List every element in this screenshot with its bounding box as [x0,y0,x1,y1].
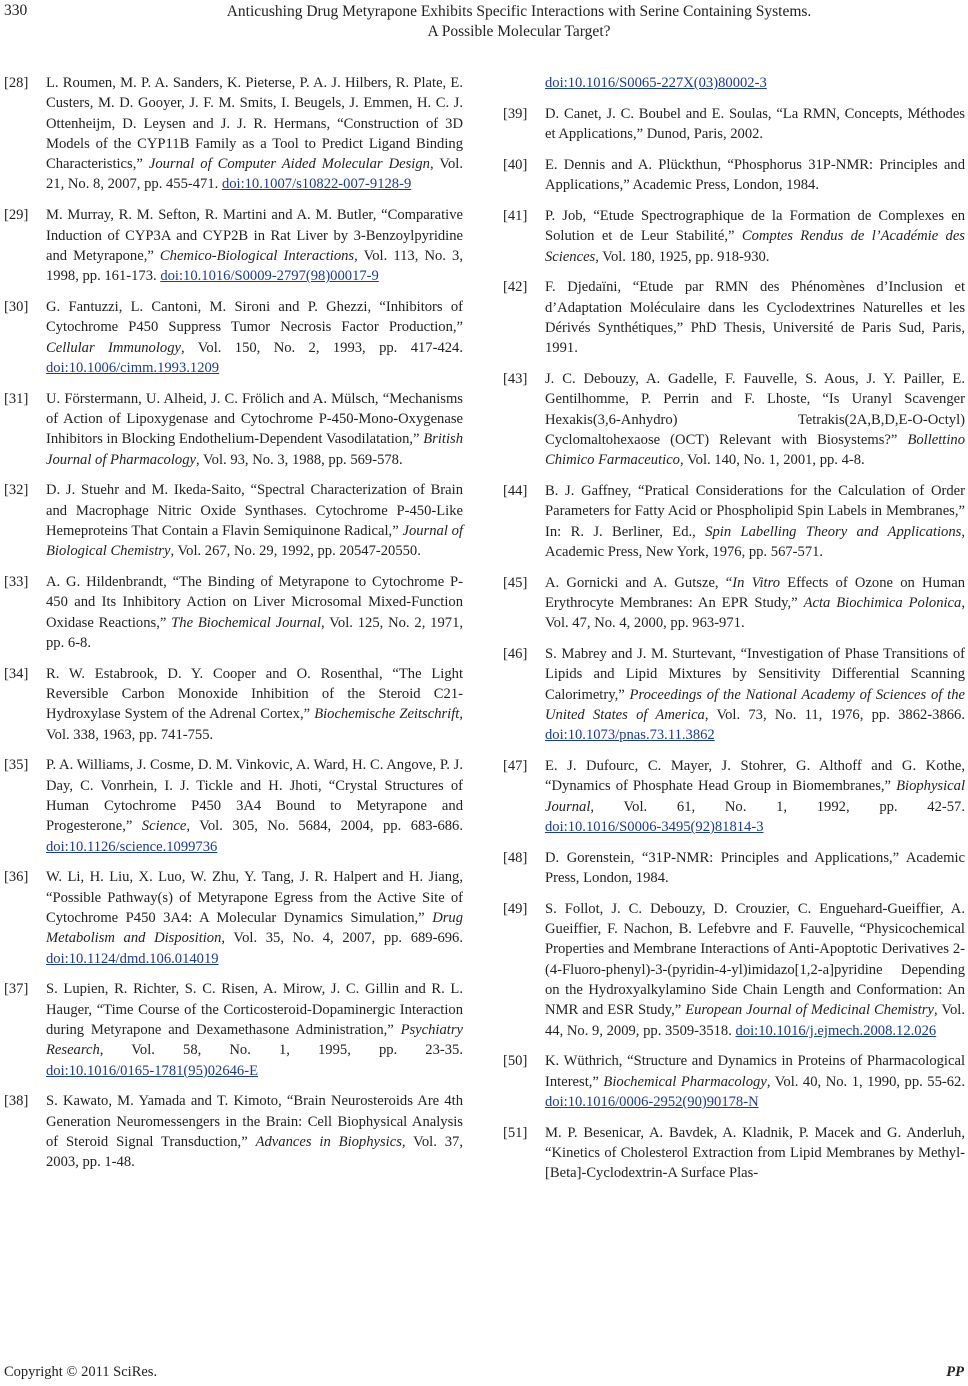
reference-number: [29] [4,207,29,224]
reference-column-right [503,73,965,1194]
reference-number: [51] [503,1124,528,1141]
reference-text [545,1051,965,1112]
reference-text-run: , Vol. 35, No. 4, 2007, pp. 689-696. [221,930,464,947]
reference-text-run: , Vol. 267, No. 29, 1992, pp. 20547-20550. [170,543,421,560]
doi-link[interactable]: doi:10.1124/dmd.106.014019 [46,950,219,967]
reference-entry [503,756,965,837]
reference-text-run: , Vol. 47, No. 4, 2000, pp. 963-971. [545,595,965,632]
reference-number: [30] [4,298,29,315]
reference-text [545,573,965,634]
reference-text-run: E. Dennis and A. Plückthun, “Phosphorus 31P-NMR: Principles and Applications,” Academic Press, London, 1984. [545,156,965,194]
reference-text [46,297,463,378]
reference-entry [503,899,965,1041]
reference-entry [4,297,463,378]
reference-source-title: Advances in Biophysics [255,1133,402,1150]
reference-text-run: M. P. Besenicar, A. Bavdek, A. Kladnik, P. Macek and G. Anderluh, “Kinetics of Cholesterol Extraction from Lipid Membranes by Methyl-[Beta]-Cyclodextrin-A Surface Plas- [545,1124,965,1182]
reference-text-run: G. Fantuzzi, L. Cantoni, M. Sironi and P. Ghezzi, “Inhibitors of Cytochrome P450 Suppress Tumor Necrosis Factor Production,” [46,298,463,336]
reference-number: [33] [4,574,29,591]
reference-text-run: A. Gornicki and A. Gutsze, “ [545,574,733,591]
reference-entry [4,572,463,653]
doi-link[interactable]: doi:10.1016/S0006-3495(92)81814-3 [545,819,764,835]
reference-number: [50] [503,1053,528,1070]
copyright-notice: Copyright © 2011 SciRes. [4,1364,158,1380]
doi-link[interactable]: doi:10.1016/0165-1781(95)02646-E [46,1062,258,1079]
reference-text [545,369,965,470]
reference-text-run: , Vol. 58, No. 1, 1995, pp. 23-35. [99,1042,463,1059]
reference-entry [503,277,965,358]
reference-entry [4,73,463,195]
reference-number: [47] [503,758,528,775]
reference-text-run: , Vol. 37, 2003, pp. 1-48. [46,1133,463,1171]
doi-link[interactable]: doi:10.1016/S0009-2797(98)00017-9 [160,268,379,285]
reference-source-title: Comptes Rendus de l’Académie des Sciences [545,228,965,265]
reference-entry [503,573,965,634]
reference-source-title: Psychiatry Research [46,1021,463,1059]
reference-source-title: Chemico-Biological Interactions [159,247,355,264]
reference-text [545,899,965,1041]
reference-text [46,73,463,195]
doi-link[interactable]: doi:10.1016/0006-2952(90)90178-N [545,1094,759,1111]
reference-entry [503,481,965,562]
reference-text [545,206,965,267]
reference-entry [4,480,463,561]
reference-entry [503,369,965,470]
reference-entry [4,1091,463,1172]
reference-number: [40] [503,156,528,173]
reference-source-title: British Journal of Pharmacology [46,431,463,468]
reference-text-run: B. J. Gaffney, “Pratical Considerations for the Calculation of Order Parameters for Fatty Acid or Phospholipid Spin Labels in Membranes,” In: R. J. Berliner, Ed., [545,483,965,540]
reference-number: [41] [503,207,528,224]
reference-source-title: Cellular Immunology [46,339,181,356]
reference-text-run: , Vol. 40, No. 1, 1990, pp. 55-62. [766,1073,966,1090]
reference-text-run: L. Roumen, M. P. A. Sanders, K. Pieterse, P. A. J. Hilbers, R. Plate, E. Custers, M. D. Gooyer, J. F. M. Smits, I. Beugels, J. Emmen, H. C. J. Ottenheijm, D. Leysen and J. J. R. Hermans, “Construction of 3D Models of the CYP11B Family as a Tool to Predict Ligand Binding Characteristics,” [46,75,463,173]
reference-number: [32] [4,482,29,499]
reference-entry [4,755,463,856]
reference-number: [46] [503,646,528,663]
reference-entry [4,664,463,745]
reference-text-run: J. C. Debouzy, A. Gadelle, F. Fauvelle, S. Aous, J. Y. Pailler, E. Gentilhomme, P. Perrin and F. Lhoste, “Is Uranyl Scavenger Hexakis(3,6-Anhydro) Tetrakis(2A,B,D,E-O-Octyl) Cyclomaltohexaose (OCT) Relevant with Biosystems?” [545,371,965,448]
reference-text [46,979,463,1080]
reference-source-title: In Vitro [732,574,781,591]
reference-source-title: Proceedings of the National Academy of Sciences of the United States of America [545,686,966,724]
reference-number: [43] [503,371,528,388]
reference-number: [45] [503,574,528,591]
reference-source-title: Biophysical Journal [545,778,965,815]
reference-text [46,205,463,286]
reference-text-run: E. J. Dufourc, C. Mayer, J. Stohrer, G. Althoff and G. Kothe, “Dynamics of Phosphate Head Group in Biomembranes,” [545,758,965,795]
reference-text-run: , Vol. 113, No. 3, 1998, pp. 161-173. [46,247,463,285]
reference-entry [503,1051,965,1112]
reference-text-run: , Vol. 180, 1925, pp. 918-930. [595,248,770,265]
reference-source-title: Drug Metabolism and Disposition [46,909,463,947]
reference-entry [503,206,965,267]
reference-number: [28] [4,75,29,91]
page-number: 330 [4,2,28,19]
reference-entry [503,155,965,196]
reference-number: [34] [4,665,29,682]
reference-text [46,1091,463,1172]
reference-text [46,480,463,561]
reference-number: [35] [4,757,29,774]
reference-source-title: Biochemische Zeitschrift [314,706,460,723]
reference-text-run: F. Djedaïni, “Etude par RMN des Phénomènes d’Inclusion et d’Adaptation Moléculaire dans les Cyclodextrines Naturelles et les Dérivés Synthétiques,” PhD Thesis, Université de Paris Sud, Paris, 1991. [545,279,965,357]
reference-number: [37] [4,981,29,998]
reference-entry [503,848,965,889]
reference-text [545,848,965,889]
reference-text [46,572,463,653]
running-title-line-1: Anticushing Drug Metyrapone Exhibits Specific Interactions with Serine Containing Systems. [226,3,812,20]
reference-text-run: S. Follot, J. C. Debouzy, D. Crouzier, C. Enguehard-Gueiffier, A. Gueiffier, F. Nachon, B. Lefebvre and F. Fauvelle, “Physicochemical Properties and Membrane Interactions of Anti-Apoptotic Derivatives 2-(4-Fluoro-phenyl)-3-(pyridin-4-yl)imidazo[1,2-a]pyridine Depending on the Hydroxyalkylamino Side Chain Length and Conformation: An NMR and ESR Study,” [545,900,965,1019]
reference-number: [39] [503,105,528,122]
reference-number: [38] [4,1093,29,1110]
reference-text [545,481,965,562]
reference-text-run: M. Murray, R. M. Sefton, R. Martini and A. M. Butler, “Comparative Induction of CYP3A and CYP2B in Rat Liver by 3-Benzoylpyridine and Metyrapone,” [46,207,463,264]
reference-text-run: R. W. Estabrook, D. Y. Cooper and O. Rosenthal, “The Light Reversible Carbon Monoxide Inhibition of the Steroid C21-Hydroxylase System of the Adrenal Cortex,” [46,665,463,723]
reference-text-run: W. Li, H. Liu, X. Luo, W. Zhu, Y. Tang, J. R. Halpert and H. Jiang, “Possible Pathway(s) of Metyrapone Egress from the Active Site of Cytochrome P450 3A4: A Molecular Dynamics Simulation,” [46,869,463,926]
reference-text-run: S. Lupien, R. Richter, S. C. Risen, A. Mirow, J. C. Gillin and R. L. Hauger, “Time Course of the Corticosteroid-Dopaminergic Interaction during Metyrapone and Dexamethasone Administration,” [46,981,463,1038]
reference-text-run: D. J. Stuehr and M. Ikeda-Saito, “Spectral Characterization of Brain and Macrophage Nitric Oxide Synthases. Cytochrome P-450-Like Hemeproteins That Contain a Flavin Semiquinone Radical,” [46,482,463,539]
reference-text [545,644,965,745]
reference-text [545,756,965,837]
reference-text [545,104,965,145]
reference-entry [4,389,463,470]
reference-text [46,389,463,470]
reference-source-title: The Biochemical Journal [171,614,322,631]
doi-link[interactable]: doi:10.1073/pnas.73.11.3862 [545,727,715,744]
running-title [70,2,968,42]
reference-text-run: , Academic Press, New York, 1976, pp. 567-571. [545,523,965,560]
reference-text-run: D. Canet, J. C. Boubel and E. Soulas, “La RMN, Concepts, Méthodes et Applications,” Dunod, Paris, 2002. [545,105,965,143]
reference-text [46,755,463,856]
reference-source-title: European Journal of Medicinal Chemistry [685,1002,934,1019]
reference-text-run: P. Job, “Etude Spectrographique de la Formation de Complexes en Solution et de Leur Stabilité,” [545,207,965,245]
reference-text [545,155,965,196]
reference-text-run: , Vol. 73, No. 11, 1976, pp. 3862-3866. [704,707,965,724]
reference-text-run: S. Kawato, M. Yamada and T. Kimoto, “Brain Neurosteroids Are 4th Generation Neuromessengers in the Brain: Cell Biophysical Analysis of Steroid Signal Transduction,” [46,1093,463,1150]
reference-text-run: S. Mabrey and J. M. Sturtevant, “Investigation of Phase Transitions of Lipids and Lipid Mixtures by Sensitivity Differential Scanning Calorimetry,” [545,646,965,703]
reference-number: [44] [503,483,528,500]
reference-source-title: Spin Labelling Theory and Applications [705,523,962,540]
reference-source-title: Science [141,818,187,835]
reference-text-run: U. Förstermann, U. Alheid, J. C. Frölich and A. Mülsch, “Mechanisms of Action of Lipoxygenase and Cytochrome P-450-Mono-Oxygenase Inhibitors in Blocking Endothelium-Dependent Vasodilatation,” [46,390,463,448]
reference-number: [31] [4,390,29,407]
reference-number: [42] [503,279,528,296]
reference-text-run: , Vol. 44, No. 9, 2009, pp. 3509-3518. [545,1002,965,1039]
reference-entry [503,1123,965,1184]
reference-text-run: , Vol. 140, No. 1, 2001, pp. 4-8. [679,452,865,469]
reference-text-run: P. A. Williams, J. Cosme, D. M. Vinkovic, A. Ward, H. C. Angove, P. J. Day, C. Vonrhein, I. J. Tickle and H. Jhoti, “Crystal Structures of Human Cytochrome P450 3A4 Bound to Metyrapone and Progesterone,” [46,757,463,835]
reference-text-run: , Vol. 305, No. 5684, 2004, pp. 683-686. [186,818,463,835]
doi-link[interactable]: doi:10.1007/s10822-007-9128-9 [221,176,412,193]
reference-text-run: , Vol. 338, 1963, pp. 741-755. [46,706,463,743]
doi-link[interactable]: doi:10.1006/cimm.1993.1209 [46,359,220,376]
reference-text [46,664,463,745]
reference-text [545,1123,965,1184]
running-title-line-2: A Possible Molecular Target? [427,23,611,40]
reference-entry [503,644,965,745]
reference-text-run: , Vol. 21, No. 8, 2007, pp. 455-471. [46,156,463,193]
reference-text-run: , Vol. 93, No. 3, 1988, pp. 569-578. [195,451,403,468]
doi-link[interactable]: doi:10.1016/j.ejmech.2008.12.026 [735,1022,937,1039]
reference-text-run: K. Wüthrich, “Structure and Dynamics in Proteins of Pharmacological Interest,” [545,1053,965,1090]
reference-entry [4,205,463,286]
reference-text-run: , Vol. 125, No. 2, 1971, pp. 6-8. [46,614,464,651]
reference-text-run: , Vol. 150, No. 2, 1993, pp. 417-424. [180,339,463,356]
doi-link[interactable]: doi:10.1126/science.1099736 [46,838,218,855]
reference-number: [48] [503,849,528,866]
reference-number: [49] [503,900,528,917]
reference-text-run: A. G. Hildenbrandt, “The Binding of Metyrapone to Cytochrome P-450 and Its Inhibitory Action on Liver Microsomal Mixed-Function Oxidase Reactions,” [46,574,463,631]
reference-source-title: Journal of Biological Chemistry [46,522,463,560]
reference-column-left [4,73,463,1183]
reference-number: [36] [4,869,29,886]
doi-link[interactable]: doi:10.1016/S0065-227X(03)80002-3 [545,75,767,91]
reference-text-run: D. Gorenstein, “31P-NMR: Principles and Applications,” Academic Press, London, 1984. [545,849,965,887]
reference-source-title: Acta Biochimica Polonica [803,595,962,612]
reference-source-title: Bollettino Chimico Farmaceutico [545,431,965,469]
reference-source-title: Journal of Computer Aided Molecular Design [148,156,430,173]
reference-text [46,867,463,968]
reference-text-run: , Vol. 61, No. 1, 1992, pp. 42-57. [590,798,965,815]
reference-text [545,277,965,358]
reference-text-run: Effects of Ozone on Human Erythrocyte Membranes: An EPR Study,” [545,574,965,612]
reference-source-title: Biochemical Pharmacology [603,1073,767,1090]
reference-entry [4,979,463,1080]
reference-entry [503,104,965,145]
reference-entry [4,867,463,968]
journal-abbreviation: PP [946,1364,964,1380]
